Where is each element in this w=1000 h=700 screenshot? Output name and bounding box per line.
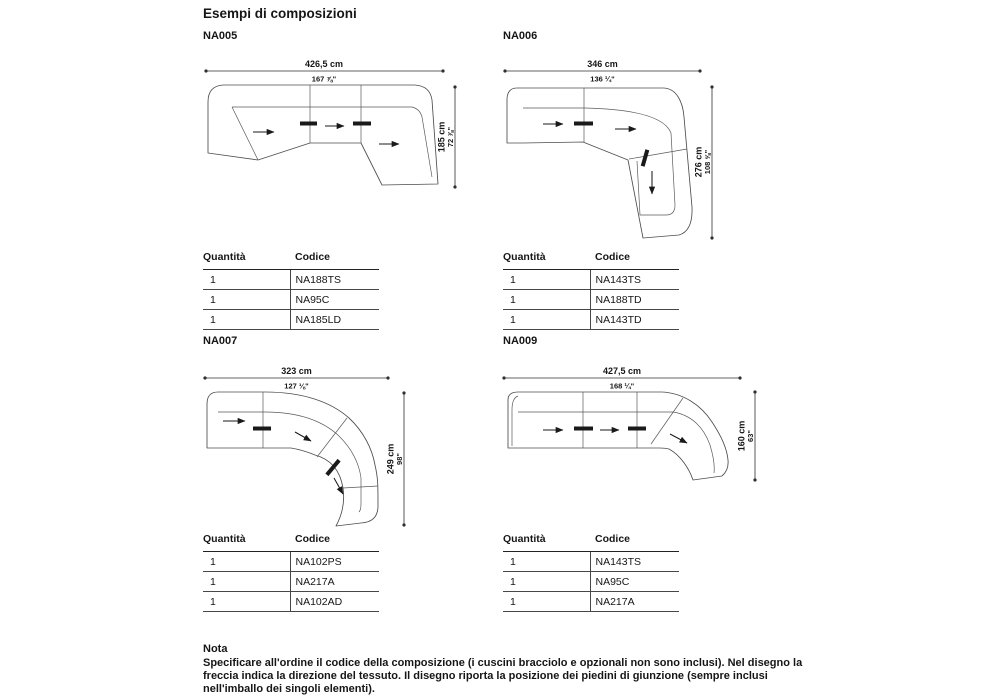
qty-cell: 1 — [503, 310, 590, 330]
depth-inch-label: 98" — [395, 453, 404, 465]
code-cell: NA102PS — [290, 552, 379, 572]
code-cell: NA95C — [590, 572, 679, 592]
table-header-code: Codice — [590, 531, 679, 552]
sofa-outline — [508, 392, 728, 480]
composition-id-na009: NA009 — [503, 335, 538, 347]
qty-cell: 1 — [503, 290, 590, 310]
width-cm-label: 426,5 cm — [304, 59, 344, 69]
table-header-code: Codice — [590, 249, 679, 270]
qty-cell: 1 — [503, 270, 590, 290]
components-table-na007 — [203, 531, 379, 612]
depth-cm-label: 160 cm — [736, 420, 747, 452]
junction-foot-marker — [253, 427, 271, 431]
width-dimension — [204, 59, 444, 84]
table-row — [203, 270, 379, 290]
width-inch-label: 127 ⅛" — [284, 381, 309, 391]
table-row — [503, 572, 679, 592]
composition-id-na007: NA007 — [203, 335, 238, 347]
code-cell: NA102AD — [290, 592, 379, 612]
table-header-quantity: Quantità — [203, 531, 290, 552]
depth-dimension — [386, 391, 406, 526]
fabric-direction-arrow — [670, 434, 687, 443]
table-header-quantity: Quantità — [503, 249, 590, 270]
qty-cell: 1 — [503, 552, 590, 572]
depth-inch-label: 108 ⅝" — [703, 149, 712, 175]
junction-foot-marker — [574, 427, 593, 431]
code-cell: NA143TD — [590, 310, 679, 330]
note-label: Nota — [203, 643, 228, 655]
table-header-quantity: Quantità — [503, 531, 590, 552]
qty-cell: 1 — [203, 290, 290, 310]
table-row — [203, 310, 379, 330]
qty-cell: 1 — [503, 572, 590, 592]
junction-foot-marker — [628, 427, 646, 431]
code-cell: NA188TD — [590, 290, 679, 310]
width-dimension — [203, 366, 389, 391]
table-row — [503, 290, 679, 310]
junction-foot-marker — [300, 122, 317, 126]
width-inch-label: 167 ⅞" — [311, 74, 337, 84]
table-row — [503, 310, 679, 330]
code-cell: NA217A — [290, 572, 379, 592]
table-row — [203, 572, 379, 592]
fabric-direction-arrow — [295, 432, 311, 441]
depth-cm-label: 185 cm — [436, 121, 447, 153]
sofa-outline — [208, 85, 438, 185]
qty-cell: 1 — [203, 572, 290, 592]
depth-dimension — [437, 85, 457, 188]
width-inch-label: 136 ¼" — [590, 74, 615, 84]
depth-inch-label: 72 ⅞" — [446, 126, 455, 148]
code-cell: NA217A — [590, 592, 679, 612]
depth-cm-label: 276 cm — [693, 146, 704, 178]
composition-drawing-na009 — [503, 360, 765, 495]
table-row — [503, 270, 679, 290]
junction-foot-marker — [353, 122, 371, 126]
components-table-na005 — [203, 249, 379, 330]
depth-dimension — [694, 85, 714, 239]
table-header-code: Codice — [290, 531, 379, 552]
code-cell: NA185LD — [290, 310, 379, 330]
table-row — [503, 592, 679, 612]
table-row — [203, 592, 379, 612]
code-cell: NA143TS — [590, 270, 679, 290]
code-cell: NA143TS — [590, 552, 679, 572]
table-header-quantity: Quantità — [203, 249, 290, 270]
width-dimension — [502, 366, 741, 391]
code-cell: NA188TS — [290, 270, 379, 290]
depth-dimension — [737, 390, 757, 481]
sofa-outline — [207, 392, 378, 526]
note-block — [203, 643, 821, 696]
width-cm-label: 427,5 cm — [602, 366, 642, 376]
composition-drawing-na007 — [203, 360, 418, 535]
composition-drawing-na005 — [203, 55, 463, 197]
code-cell: NA95C — [290, 290, 379, 310]
depth-cm-label: 249 cm — [385, 443, 396, 475]
composition-id-na006: NA006 — [503, 30, 538, 42]
width-dimension — [503, 59, 701, 84]
width-cm-label: 346 cm — [587, 59, 618, 69]
composition-id-na005: NA005 — [203, 30, 238, 42]
width-cm-label: 323 cm — [281, 366, 312, 376]
qty-cell: 1 — [203, 552, 290, 572]
table-row — [203, 552, 379, 572]
sofa-outline — [507, 88, 692, 238]
junction-foot-marker — [574, 122, 593, 126]
note-text: Specificare all'ordine il codice della composizione (i cuscini bracciolo e opzionali non sono inclusi). Nel disegno la freccia indica la direzione del tessuto. Il disegno riporta la posizione dei piedini di giunzione (sempre inclusi nell'imballo dei singoli elementi). — [203, 656, 803, 696]
components-table-na009 — [503, 531, 679, 612]
depth-inch-label: 63" — [746, 430, 755, 442]
table-row — [503, 552, 679, 572]
components-table-na006 — [503, 249, 679, 330]
composition-drawing-na006 — [503, 55, 733, 247]
table-header-code: Codice — [290, 249, 379, 270]
qty-cell: 1 — [203, 270, 290, 290]
width-inch-label: 168 ¼" — [609, 381, 635, 391]
page-title: Esempi di composizioni — [203, 6, 357, 21]
qty-cell: 1 — [503, 592, 590, 612]
qty-cell: 1 — [203, 310, 290, 330]
qty-cell: 1 — [203, 592, 290, 612]
table-row — [203, 290, 379, 310]
junction-foot-marker — [641, 149, 650, 166]
